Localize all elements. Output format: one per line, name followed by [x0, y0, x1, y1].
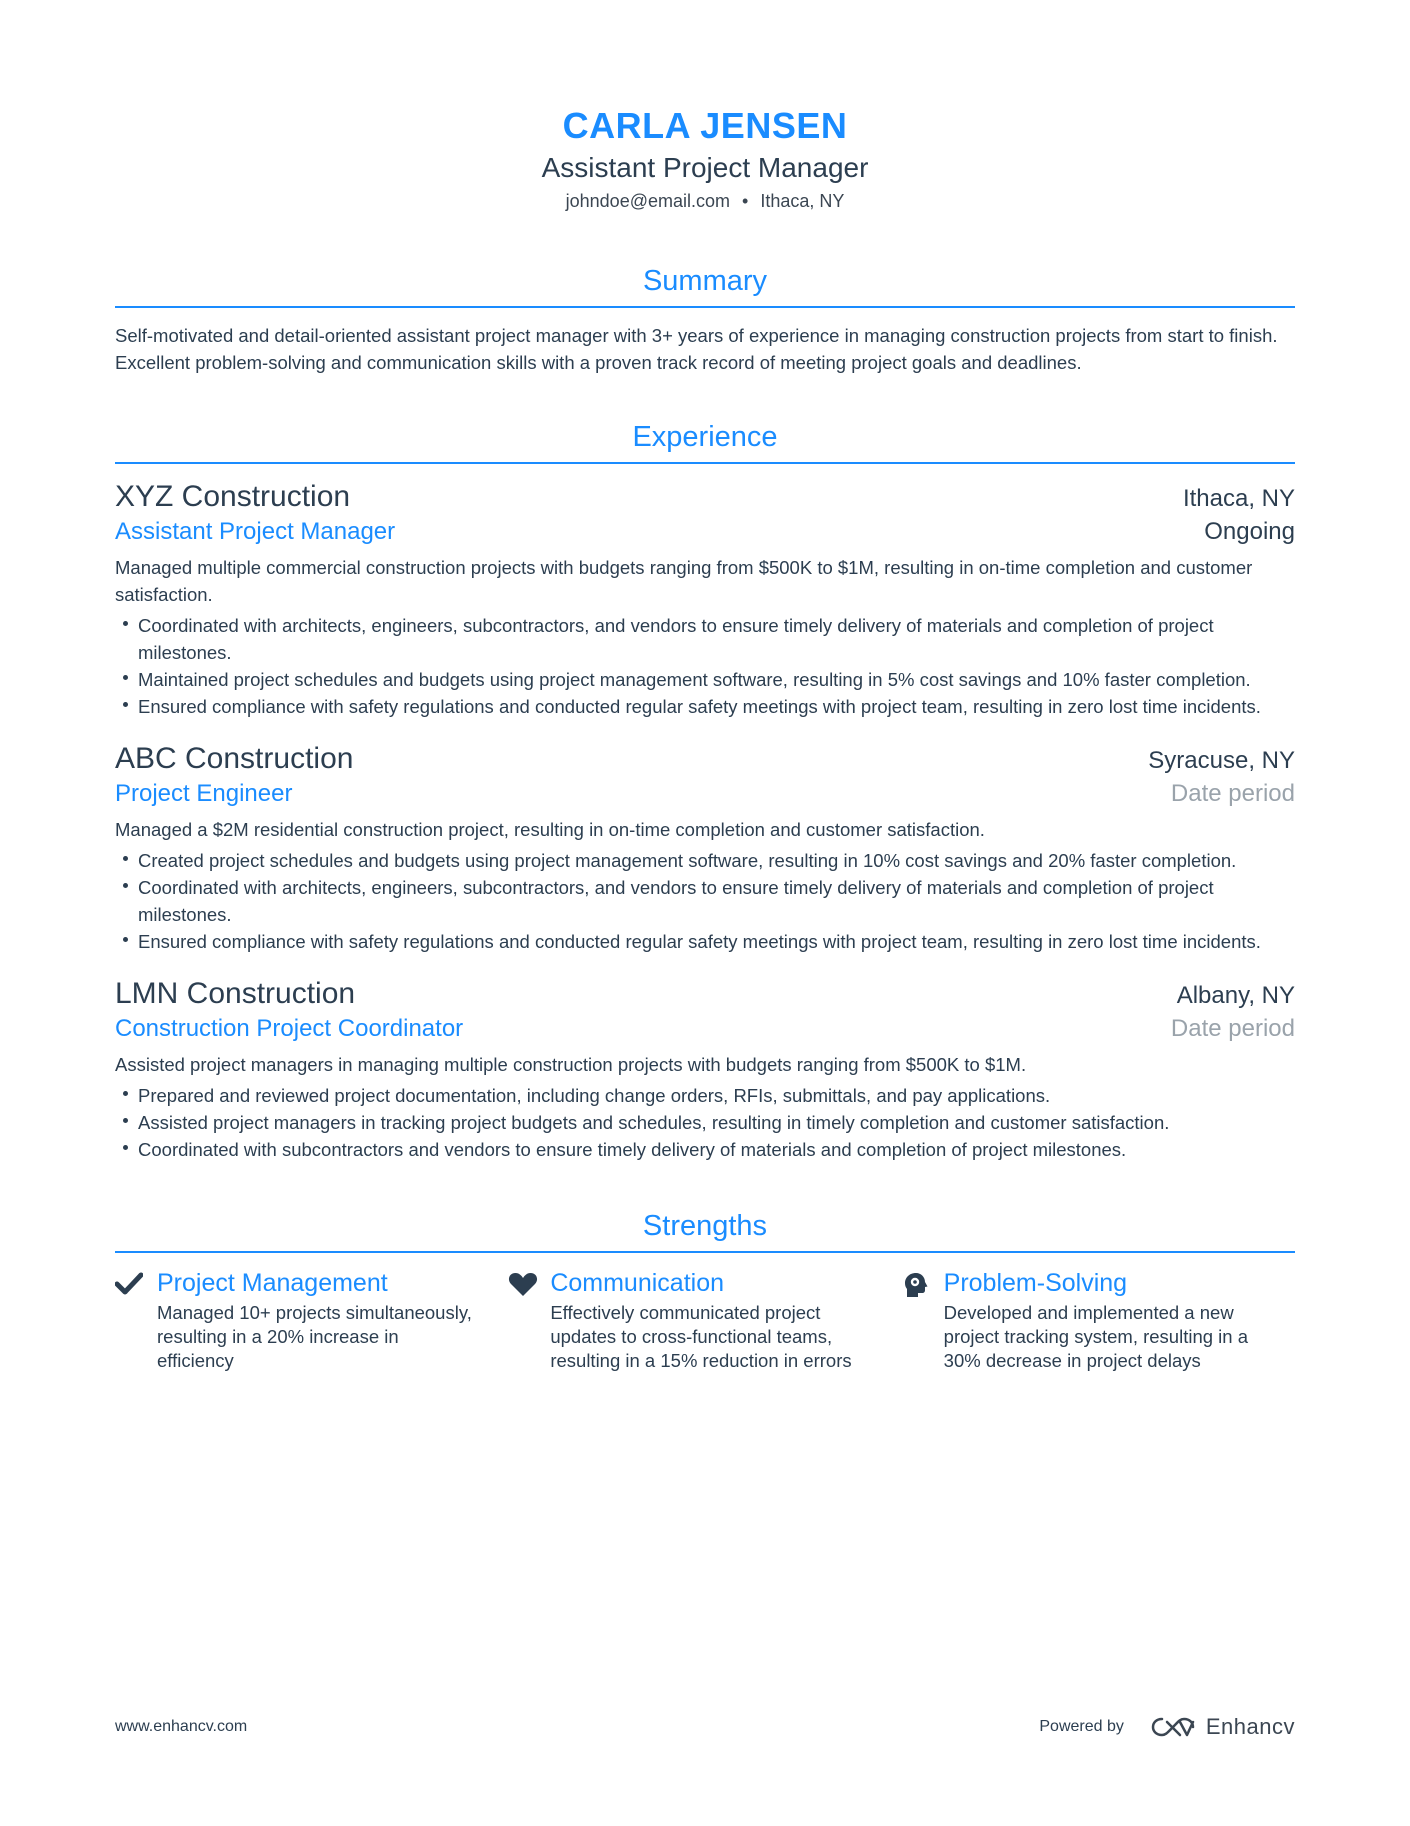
experience-heading: Experience	[115, 418, 1295, 464]
contact-line	[115, 188, 1295, 214]
job-entry-abc	[115, 740, 1295, 955]
job-bullet: Assisted project managers in tracking project budgets and schedules, resulting in timely completion and customer satisfaction.	[115, 1109, 1295, 1136]
job-header-row	[115, 478, 1295, 516]
candidate-title: Assistant Project Manager	[541, 152, 869, 183]
summary-text: Self-motivated and detail-oriented assistant project manager with 3+ years of experience in managing construction projects from start to finish. Excellent problem-solving and communication skills with a proven track record of meeting project goals and deadlines.	[115, 325, 1278, 373]
job-description: Assisted project managers in managing multiple construction projects with budgets ranging from $500K to $1M.	[115, 1054, 1027, 1075]
strength-body	[550, 1267, 870, 1373]
job-company: ABC Construction	[115, 742, 354, 775]
contact-location: Ithaca, NY	[760, 191, 845, 211]
brand-name: Enhancv	[1205, 1714, 1295, 1739]
job-role: Construction Project Coordinator	[115, 1015, 464, 1042]
strength-description: Effectively communicated project updates to cross-functional teams, resulting in a 15% reduction in errors	[550, 1302, 852, 1371]
job-bullet: Coordinated with subcontractors and vendors to ensure timely delivery of materials and completion of project milestones.	[115, 1136, 1295, 1163]
job-date: Ongoing	[1204, 518, 1295, 545]
strength-body	[944, 1267, 1264, 1373]
job-description: Managed a $2M residential construction project, resulting in on-time completion and customer satisfaction.	[115, 819, 985, 840]
strengths-section	[115, 1207, 1295, 1373]
job-date: Date period	[1170, 780, 1295, 807]
resume-header	[115, 0, 1295, 214]
job-header-row	[115, 740, 1295, 778]
job-role-row	[115, 1013, 1295, 1045]
job-role: Project Engineer	[115, 780, 293, 807]
job-role-row	[115, 778, 1295, 810]
job-company: LMN Construction	[115, 977, 356, 1010]
job-company: XYZ Construction	[115, 480, 351, 513]
resume-content	[115, 0, 1295, 1373]
summary-section	[115, 262, 1295, 376]
job-description: Managed multiple commercial construction projects with budgets ranging from $500K to $1M, resulting in on-time completion and customer satisfaction.	[115, 557, 1253, 605]
job-entry-xyz	[115, 478, 1295, 720]
job-location: Ithaca, NY	[1182, 485, 1295, 512]
strength-description: Developed and implemented a new project tracking system, resulting in a 30% decrease in project delays	[943, 1302, 1249, 1371]
head-gear-icon	[902, 1267, 944, 1373]
job-bullet: Ensured compliance with safety regulations and conducted regular safety meetings with project team, resulting in zero lost time incidents.	[115, 928, 1295, 955]
job-role: Assistant Project Manager	[115, 518, 396, 545]
summary-heading: Summary	[115, 262, 1295, 308]
job-bullet: Maintained project schedules and budgets using project management software, resulting in 5% cost savings and 10% faster completion.	[115, 666, 1295, 693]
job-bullet: Coordinated with architects, engineers, subcontractors, and vendors to ensure timely delivery of materials and completion of project milestones.	[115, 874, 1295, 928]
heart-icon	[508, 1267, 550, 1373]
experience-section	[115, 418, 1295, 1163]
job-role-row	[115, 516, 1295, 548]
footer-url[interactable]: www.enhancv.com	[115, 1718, 248, 1735]
footer-brand	[1039, 1714, 1295, 1740]
job-location: Syracuse, NY	[1148, 747, 1295, 774]
candidate-name: CARLA JENSEN	[562, 105, 848, 146]
job-date: Date period	[1170, 1015, 1295, 1042]
strength-title: Project Management	[157, 1269, 388, 1297]
contact-email: johndoe@email.com	[565, 191, 730, 211]
contact-separator: •	[742, 191, 749, 211]
job-bullet: Coordinated with architects, engineers, subcontractors, and vendors to ensure timely delivery of materials and completion of project milestones.	[115, 612, 1295, 666]
strength-description: Managed 10+ projects simultaneously, resulting in a 20% increase in efficiency	[157, 1302, 472, 1371]
strength-item	[902, 1267, 1295, 1373]
job-bullets	[115, 612, 1295, 720]
job-bullet: Ensured compliance with safety regulations and conducted regular safety meetings with project team, resulting in zero lost time incidents.	[115, 693, 1295, 720]
strength-item	[508, 1267, 901, 1373]
strength-item	[115, 1267, 508, 1373]
strengths-list	[115, 1267, 1295, 1373]
strength-title: Communication	[550, 1269, 725, 1297]
job-bullet: Prepared and reviewed project documentation, including change orders, RFIs, submittals, and pay applications.	[115, 1082, 1295, 1109]
job-location: Albany, NY	[1176, 982, 1295, 1009]
enhancv-logo[interactable]	[1150, 1714, 1295, 1740]
checkmark-icon	[115, 1267, 157, 1373]
page-footer	[115, 1714, 1295, 1740]
job-header-row	[115, 975, 1295, 1013]
enhancv-logo-icon	[1150, 1715, 1196, 1739]
job-bullets	[115, 1082, 1295, 1163]
strength-body	[157, 1267, 477, 1373]
job-bullet: Created project schedules and budgets using project management software, resulting in 10% cost savings and 20% faster completion.	[115, 847, 1295, 874]
powered-by-label: Powered by	[1039, 1718, 1124, 1735]
job-entry-lmn	[115, 975, 1295, 1163]
strengths-heading: Strengths	[115, 1207, 1295, 1253]
job-bullets	[115, 847, 1295, 955]
strength-title: Problem-Solving	[943, 1269, 1128, 1297]
